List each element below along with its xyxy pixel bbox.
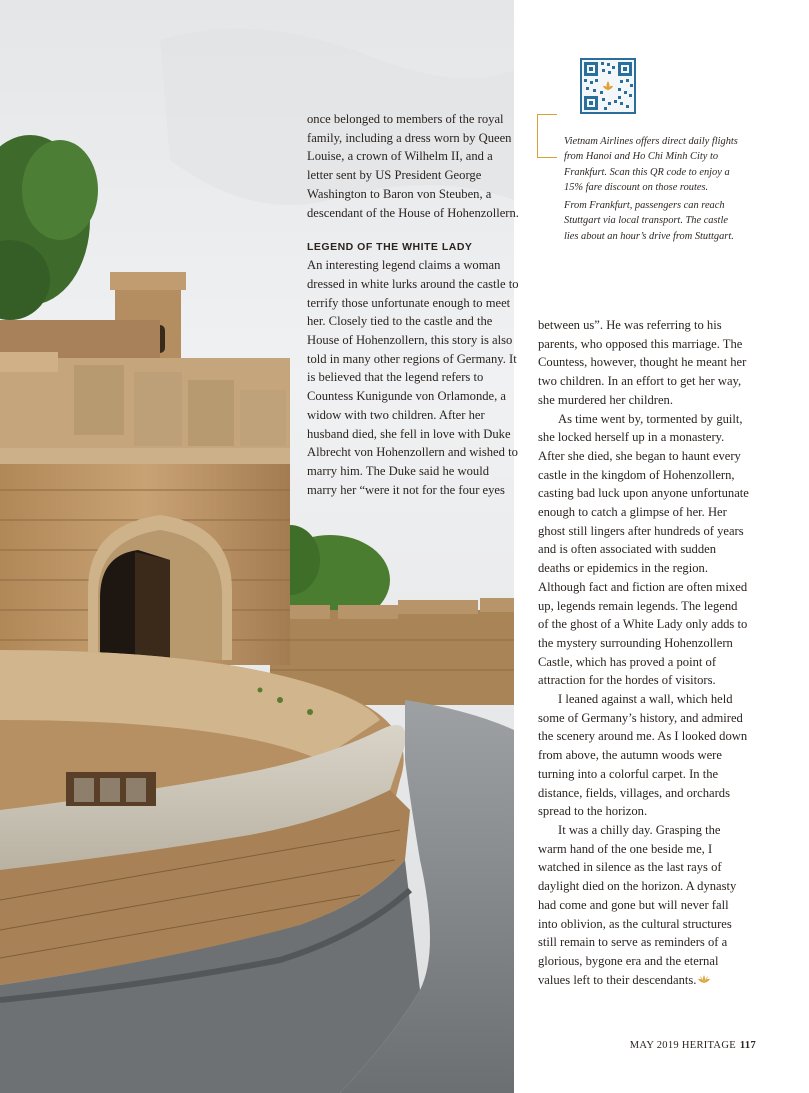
paragraph-continuation: between us”. He was referring to his parents, who opposed this marriage. The Countess, however, thought he meant her two children. In an effort to get her way, she murdered her children. — [538, 318, 747, 407]
conclusion-text: It was a chilly day. Grasping the warm hand of the one beside me, I watched in silence as the last rays of daylight died on the horizon. A dynasty had come and gone but will never fall into oblivion, as the cultural structures still remain to serve as reminders of a glorious, bygone era and the eternal values left to their descendants. — [538, 822, 737, 987]
intro-paragraph: once belonged to members of the royal family, including a dress worn by Queen Louise, a crown of Wilhelm II, and a letter sent by US President George Washington to Baron von Steuben, a descendant of the House of Hohenzollern. — [307, 112, 519, 220]
page-number: 117 — [739, 1040, 756, 1051]
article-column-2 — [538, 316, 750, 989]
paragraph-monastery: As time went by, tormented by guilt, she locked herself up in a monastery. After she died, she began to haunt every castle in the kingdom of Hohenzollern, casting bad luck upon anyone unfortunate enough to catch a glimpse of her. Her ghost still lingers after hundreds of years and is often associated with sudden deaths or epidemics in the region. Although fact and fiction are often mixed up, legends remain legends. The legend of the ghost of a White Lady only adds to the mystery surrounding Hohenzollern Castle, which has proved a point of attraction for the hordes of visitors. — [538, 411, 749, 688]
travel-caption — [564, 134, 744, 247]
paragraph-scenery: I leaned against a wall, which held some of Germany’s history, and admired the scenery around me. As I looked down from above, the autumn woods were turning into a colorful carpet. In the distance, fields, villages, and orchards spread to the horizon. — [538, 692, 748, 819]
issue-label: MAY 2019 HERITAGE — [629, 1040, 736, 1051]
page-footer — [600, 1040, 756, 1051]
lotus-end-icon — [698, 975, 710, 984]
article-column-1 — [307, 110, 519, 499]
caption-transport: From Frankfurt, passengers can reach Stuttgart via local transport. The castle lies about an hour’s drive from Stuttgart. — [564, 200, 734, 242]
legend-paragraph: An interesting legend claims a woman dressed in white lurks around the castle to terrify those unfortunate enough to meet her. Closely tied to the castle and the House of Hohenzollern, this story is also told in many other regions of Germany. It is believed that the legend refers to Countess Kunigunde von Orlamonde, a widow with two children. After her husband died, she fell in love with Duke Albrecht von Hohenzollern and wished to marry him. The Duke said he would marry her “were it not for the four eyes — [307, 258, 519, 497]
paragraph-conclusion — [538, 821, 750, 989]
gatehouse — [0, 320, 290, 665]
caption-flights: Vietnam Airlines offers direct daily flights from Hanoi and Ho Chi Minh City to Frankfurt. Scan this QR code to enjoy a 15% fare discount on those routes. — [564, 136, 738, 193]
qr-code-icon[interactable] — [580, 58, 636, 114]
section-heading: LEGEND OF THE WHITE LADY — [307, 241, 473, 254]
caption-bracket — [537, 114, 557, 158]
